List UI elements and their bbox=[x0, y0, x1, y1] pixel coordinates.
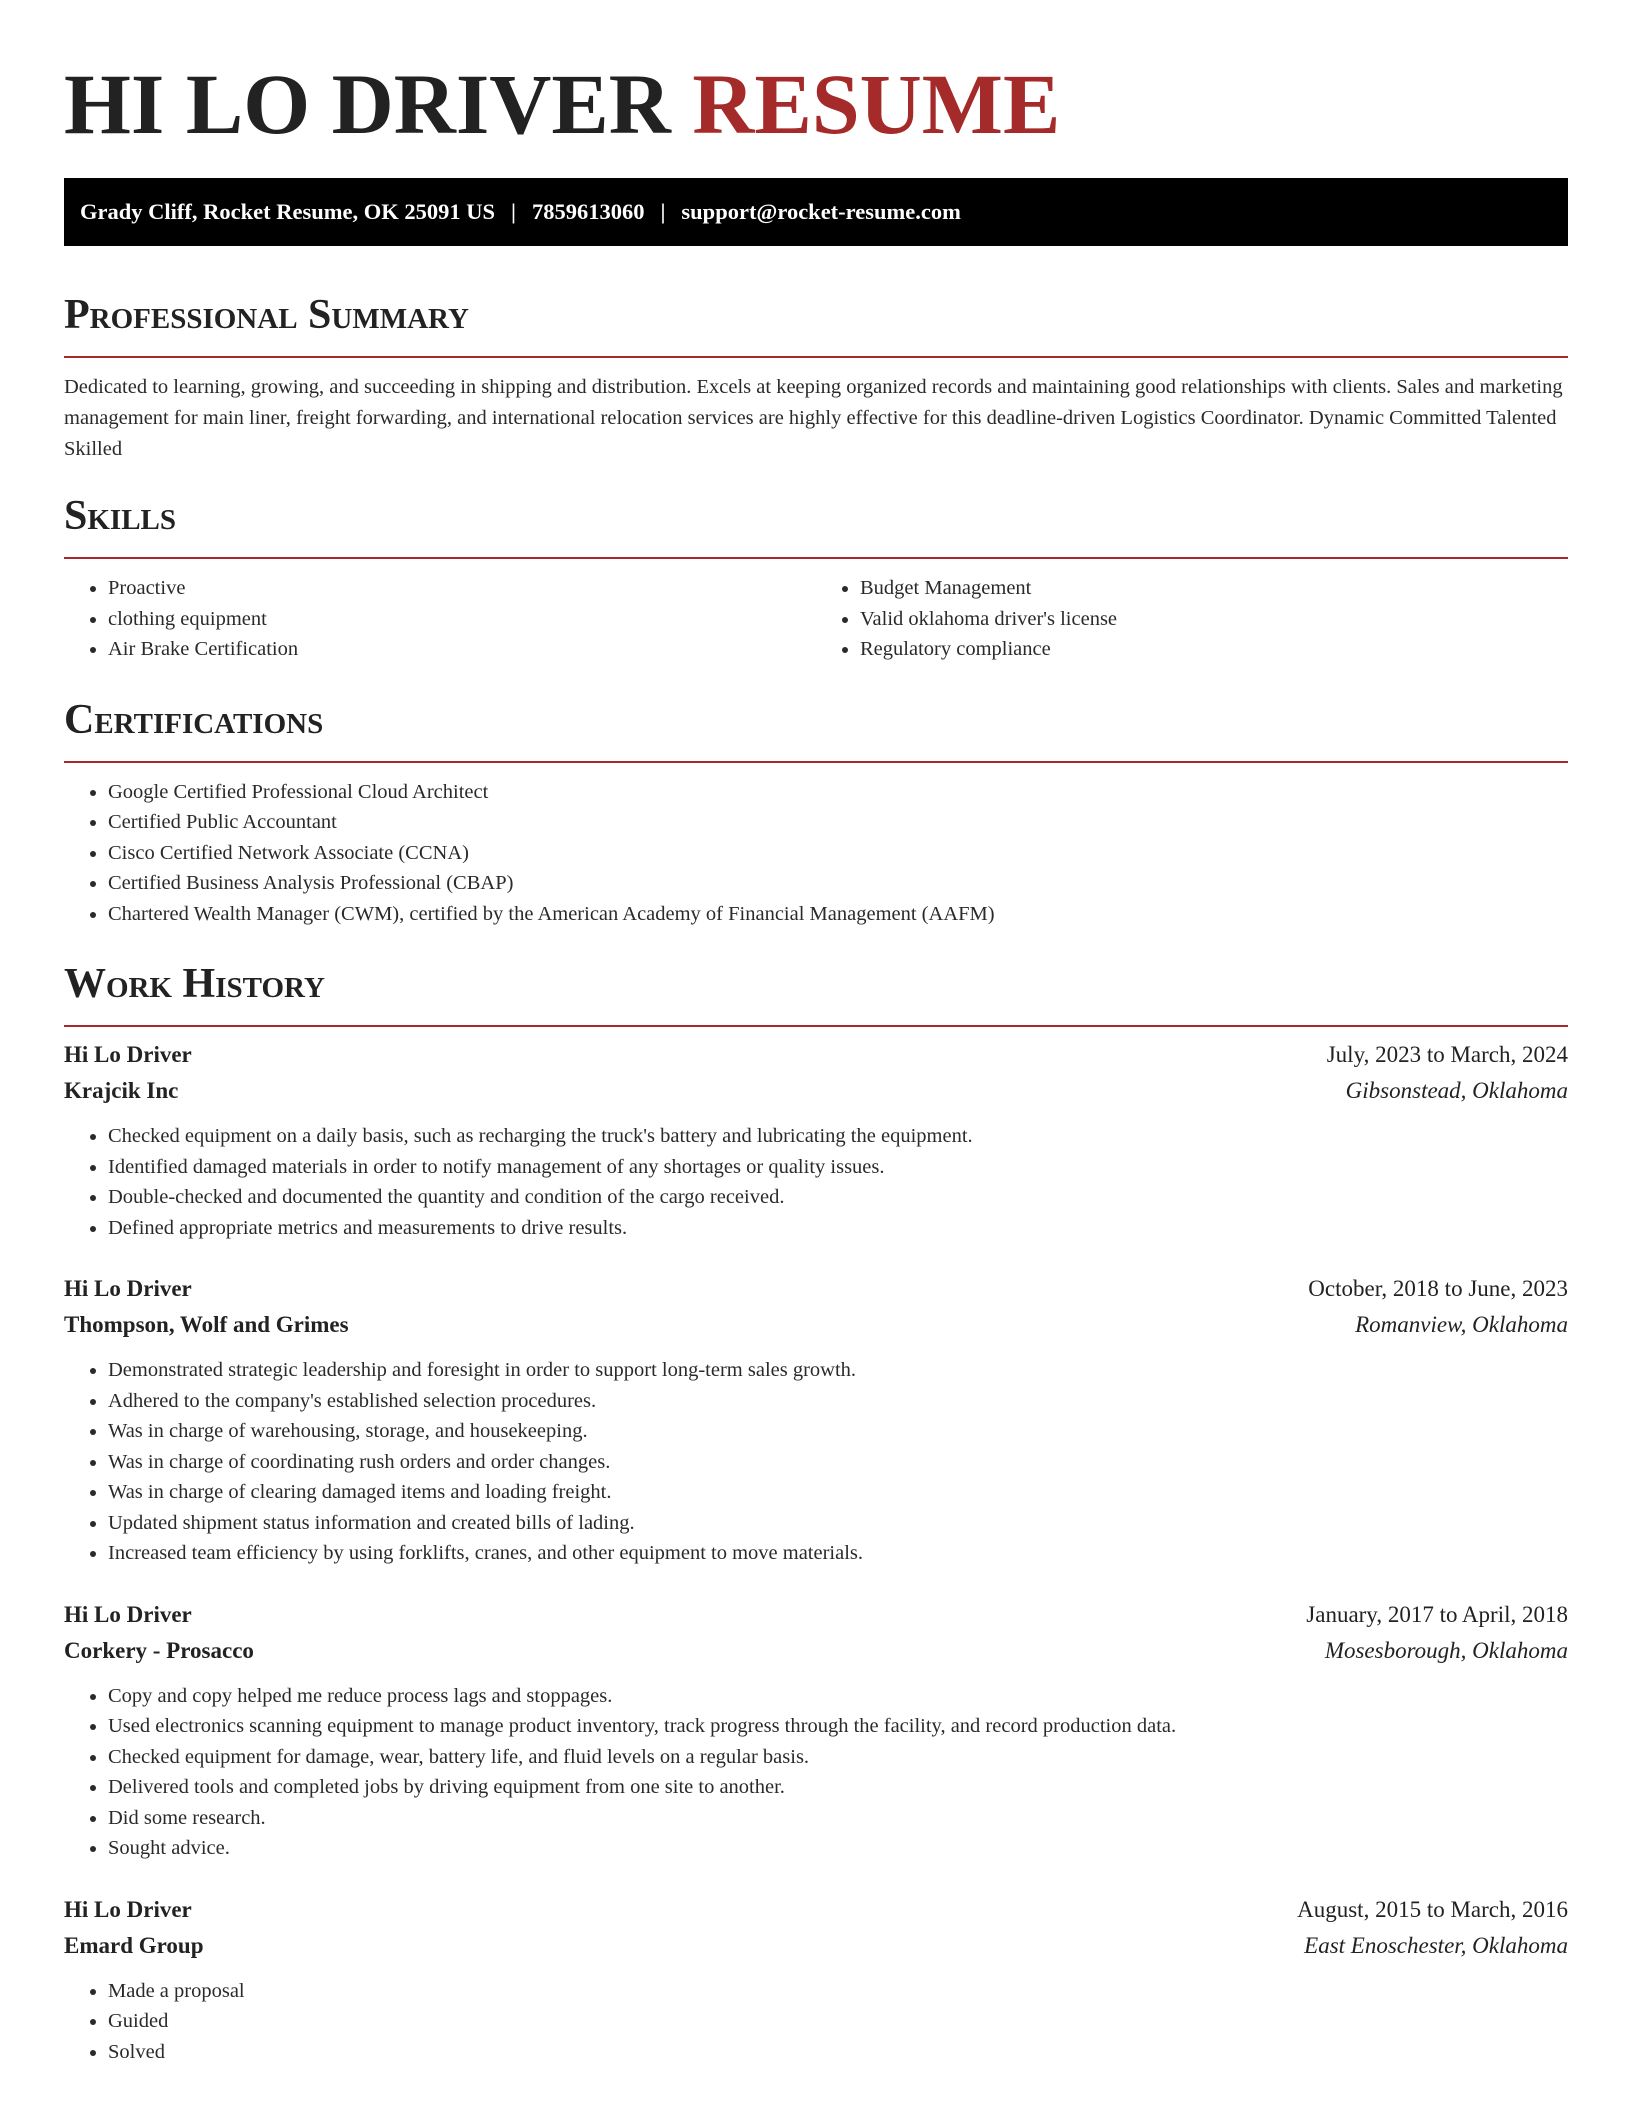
job-dates: October, 2018 to June, 2023 bbox=[1308, 1276, 1568, 1301]
certification-item: • Certified Public Accountant bbox=[108, 807, 1568, 838]
job-title: Hi Lo Driver bbox=[64, 1896, 192, 1922]
skills-heading: Skills bbox=[64, 493, 177, 539]
job-location: Romanview, Oklahoma bbox=[1355, 1312, 1568, 1337]
job-bullet: • Demonstrated strategic leadership and foresight in order to support long-term sales growth. bbox=[108, 1355, 1568, 1386]
job-entry bbox=[64, 1037, 1568, 1243]
resume-title bbox=[64, 56, 1568, 152]
contact-bar bbox=[64, 178, 1568, 246]
job-bullet: • Increased team efficiency by using forklifts, cranes, and other equipment to move materials. bbox=[108, 1538, 1568, 1569]
summary-section bbox=[64, 290, 1568, 465]
job-dates: August, 2015 to March, 2016 bbox=[1297, 1896, 1568, 1922]
job-bullet: • Was in charge of clearing damaged items and loading freight. bbox=[108, 1477, 1568, 1508]
certification-item: • Chartered Wealth Manager (CWM), certified by the American Academy of Financial Management (AAFM) bbox=[108, 899, 1568, 930]
title-main: HI LO DRIVER bbox=[64, 56, 671, 152]
skill-item: • Valid oklahoma driver's license bbox=[860, 604, 1568, 635]
job-company: Krajcik Inc bbox=[64, 1078, 179, 1103]
job-bullet: • Checked equipment for damage, wear, battery life, and fluid levels on a regular basis. bbox=[108, 1742, 1568, 1773]
job-bullet: • Did some research. bbox=[108, 1803, 1568, 1834]
work-history-section bbox=[64, 959, 1568, 2067]
skill-item: • Regulatory compliance bbox=[860, 634, 1568, 665]
job-bullet: • Guided bbox=[108, 2006, 1568, 2037]
job-bullet: • Updated shipment status information and created bills of lading. bbox=[108, 1508, 1568, 1539]
job-dates: July, 2023 to March, 2024 bbox=[1326, 1042, 1568, 1067]
skill-item: • clothing equipment bbox=[108, 604, 816, 635]
job-bullet: • Copy and copy helped me reduce process lags and stoppages. bbox=[108, 1681, 1568, 1712]
job-company: Thompson, Wolf and Grimes bbox=[64, 1312, 349, 1337]
contact-separator: | bbox=[660, 199, 666, 224]
certifications-section bbox=[64, 695, 1568, 930]
certifications-list bbox=[64, 777, 1568, 930]
job-bullet: • Solved bbox=[108, 2037, 1568, 2068]
certification-item: • Google Certified Professional Cloud Architect bbox=[108, 777, 1568, 808]
skills-columns bbox=[64, 573, 1568, 665]
job-company-row bbox=[64, 1307, 1568, 1343]
skill-item: • Budget Management bbox=[860, 573, 1568, 604]
job-company-row bbox=[64, 1633, 1568, 1669]
job-company: Corkery - Prosacco bbox=[64, 1637, 254, 1663]
job-bullet: • Identified damaged materials in order to notify management of any shortages or quality issues. bbox=[108, 1152, 1568, 1183]
certification-item: • Cisco Certified Network Associate (CCNA) bbox=[108, 838, 1568, 869]
job-dates: January, 2017 to April, 2018 bbox=[1306, 1601, 1568, 1627]
job-bullets bbox=[64, 1976, 1568, 2068]
job-header-row bbox=[64, 1597, 1568, 1633]
title-accent: RESUME bbox=[692, 56, 1061, 152]
job-company-row bbox=[64, 1928, 1568, 1964]
skills-list-right bbox=[816, 573, 1568, 665]
section-divider bbox=[64, 356, 1568, 358]
job-header-row bbox=[64, 1037, 1568, 1073]
skills-list-left bbox=[64, 573, 816, 665]
summary-heading: Professional Summary bbox=[64, 292, 469, 338]
job-location: Mosesborough, Oklahoma bbox=[1324, 1637, 1568, 1663]
contact-phone: 7859613060 bbox=[531, 199, 645, 224]
job-bullet: • Delivered tools and completed jobs by driving equipment from one site to another. bbox=[108, 1772, 1568, 1803]
job-bullet: • Was in charge of coordinating rush orders and order changes. bbox=[108, 1447, 1568, 1478]
job-title: Hi Lo Driver bbox=[64, 1276, 192, 1301]
job-entry bbox=[64, 1892, 1568, 2068]
skills-section bbox=[64, 491, 1568, 665]
job-bullet: • Checked equipment on a daily basis, such as recharging the truck's battery and lubricating the equipment. bbox=[108, 1121, 1568, 1152]
job-bullets bbox=[64, 1681, 1568, 1864]
job-entry bbox=[64, 1597, 1568, 1864]
contact-address: Grady Cliff, Rocket Resume, OK 25091 US bbox=[80, 199, 495, 224]
certifications-heading: Certifications bbox=[64, 696, 324, 743]
job-header-row bbox=[64, 1271, 1568, 1307]
certification-item: • Certified Business Analysis Professional (CBAP) bbox=[108, 868, 1568, 899]
job-bullet: • Defined appropriate metrics and measurements to drive results. bbox=[108, 1213, 1568, 1244]
job-company-row bbox=[64, 1073, 1568, 1109]
job-header-row bbox=[64, 1892, 1568, 1928]
skill-item: • Proactive bbox=[108, 573, 816, 604]
skill-item: • Air Brake Certification bbox=[108, 634, 816, 665]
job-location: East Enoschester, Oklahoma bbox=[1304, 1932, 1568, 1958]
job-bullet: • Double-checked and documented the quantity and condition of the cargo received. bbox=[108, 1182, 1568, 1213]
job-bullet: • Used electronics scanning equipment to manage product inventory, track progress through the facility, and record production data. bbox=[108, 1711, 1568, 1742]
job-company: Emard Group bbox=[64, 1932, 204, 1958]
job-entry bbox=[64, 1271, 1568, 1569]
contact-email: support@rocket-resume.com bbox=[681, 199, 961, 224]
job-bullet: • Adhered to the company's established selection procedures. bbox=[108, 1386, 1568, 1417]
job-location: Gibsonstead, Oklahoma bbox=[1345, 1078, 1568, 1103]
job-bullet: • Made a proposal bbox=[108, 1976, 1568, 2007]
section-divider bbox=[64, 557, 1568, 559]
job-bullets bbox=[64, 1121, 1568, 1243]
work-history-heading: Work History bbox=[64, 961, 325, 1007]
section-divider bbox=[64, 761, 1568, 763]
job-bullets bbox=[64, 1355, 1568, 1569]
job-bullet: • Was in charge of warehousing, storage, and housekeeping. bbox=[108, 1416, 1568, 1447]
job-title: Hi Lo Driver bbox=[64, 1042, 192, 1067]
section-divider bbox=[64, 1025, 1568, 1027]
contact-separator: | bbox=[510, 199, 516, 224]
summary-text: Dedicated to learning, growing, and succeeding in shipping and distribution. Excels at keeping organized records and maintaining good relationships with clients. Sales and marketing management for main liner, freight forwarding, and international relocation services are highly effective for this deadline-driven Logistics Coordinator. Dynamic Committed Talented Skilled bbox=[64, 376, 1563, 460]
job-title: Hi Lo Driver bbox=[64, 1601, 192, 1627]
job-bullet: • Sought advice. bbox=[108, 1833, 1568, 1864]
